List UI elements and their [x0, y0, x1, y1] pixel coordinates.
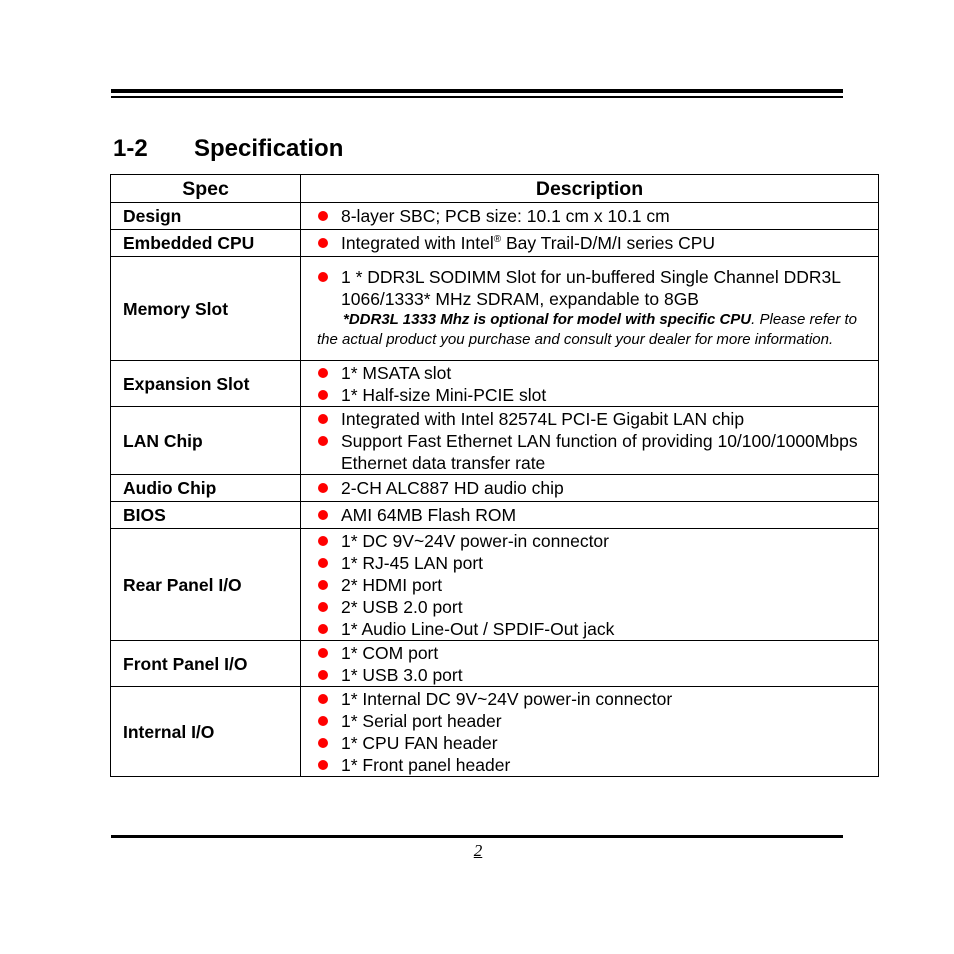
list-item: 2* USB 2.0 port: [301, 596, 878, 618]
table-row: [111, 687, 879, 777]
bullet-icon: [318, 414, 328, 424]
bullet-icon: [318, 624, 328, 634]
list-item: AMI 64MB Flash ROM: [301, 504, 878, 526]
spec-description: [301, 230, 879, 257]
header-rule-thin: [111, 96, 843, 98]
list-item: 1* CPU FAN header: [301, 732, 878, 754]
spec-description: [301, 361, 879, 407]
bullet-icon: [318, 602, 328, 612]
list-item: 2* HDMI port: [301, 574, 878, 596]
list-item: 1* Internal DC 9V~24V power-in connector: [301, 688, 878, 710]
table-row: [111, 203, 879, 230]
section-heading: [113, 133, 343, 165]
spec-name: Front Panel I/O: [111, 641, 301, 687]
list-item: 8-layer SBC; PCB size: 10.1 cm x 10.1 cm: [301, 205, 878, 227]
table-row: [111, 475, 879, 502]
bullet-icon: [318, 738, 328, 748]
footer-rule: [111, 835, 843, 838]
list-item: 1* Serial port header: [301, 710, 878, 732]
section-number: 1-2: [113, 135, 148, 162]
spec-name: Embedded CPU: [111, 230, 301, 257]
bullet-icon: [318, 648, 328, 658]
bullet-icon: [318, 436, 328, 446]
list-item: 1* USB 3.0 port: [301, 664, 878, 686]
page-number: 2: [473, 841, 483, 860]
table-row: [111, 257, 879, 361]
bullet-icon: [318, 760, 328, 770]
list-item: 1* Audio Line-Out / SPDIF-Out jack: [301, 618, 878, 640]
bullet-icon: [318, 558, 328, 568]
list-item: Integrated with Intel 82574L PCI-E Gigabit LAN chip: [301, 408, 878, 430]
table-row: [111, 641, 879, 687]
list-item: 1 * DDR3L SODIMM Slot for un-buffered Single Channel DDR3L 1066/1333* MHz SDRAM, expandable to 8GB: [301, 266, 878, 310]
bullet-icon: [318, 510, 328, 520]
spec-name: BIOS: [111, 502, 301, 529]
bullet-icon: [318, 694, 328, 704]
column-header-description: Description: [301, 175, 879, 203]
bullet-icon: [318, 272, 328, 282]
spec-description: [301, 257, 879, 361]
list-item: Integrated with Intel® Bay Trail-D/M/I series CPU: [301, 232, 878, 254]
table-row: [111, 529, 879, 641]
table-row: [111, 361, 879, 407]
list-item: 1* COM port: [301, 642, 878, 664]
table-header-row: [111, 175, 879, 203]
spec-description: [301, 641, 879, 687]
list-item: Support Fast Ethernet LAN function of providing 10/100/1000Mbps Ethernet data transfer rate: [301, 430, 878, 474]
list-item: 2-CH ALC887 HD audio chip: [301, 477, 878, 499]
list-item: 1* Half-size Mini-PCIE slot: [301, 384, 878, 406]
spec-name: Memory Slot: [111, 257, 301, 361]
section-title: Specification: [194, 135, 344, 162]
spec-description: [301, 203, 879, 230]
spec-description: [301, 502, 879, 529]
list-item: 1* Front panel header: [301, 754, 878, 776]
bullet-icon: [318, 211, 328, 221]
list-item: 1* DC 9V~24V power-in connector: [301, 530, 878, 552]
column-header-spec: Spec: [111, 175, 301, 203]
bullet-icon: [318, 670, 328, 680]
bullet-icon: [318, 390, 328, 400]
spec-name: Audio Chip: [111, 475, 301, 502]
list-item: 1* RJ-45 LAN port: [301, 552, 878, 574]
bullet-icon: [318, 483, 328, 493]
bullet-icon: [318, 536, 328, 546]
spec-description: [301, 529, 879, 641]
list-item: 1* MSATA slot: [301, 362, 878, 384]
spec-name: Rear Panel I/O: [111, 529, 301, 641]
bullet-icon: [318, 368, 328, 378]
table-row: [111, 502, 879, 529]
spec-description: [301, 407, 879, 475]
spec-name: Design: [111, 203, 301, 230]
spec-name: Expansion Slot: [111, 361, 301, 407]
spec-description: [301, 475, 879, 502]
bullet-icon: [318, 580, 328, 590]
spec-description: [301, 687, 879, 777]
spec-name: Internal I/O: [111, 687, 301, 777]
registered-mark: ®: [493, 234, 502, 246]
header-rule-thick: [111, 89, 843, 93]
table-row: [111, 230, 879, 257]
specification-table: [110, 174, 879, 777]
memory-note: *DDR3L 1333 Mhz is optional for model with specific CPU. Please refer to the actual product you purchase and consult your dealer for more information.: [317, 311, 858, 348]
spec-name: LAN Chip: [111, 407, 301, 475]
table-row: [111, 407, 879, 475]
bullet-icon: [318, 238, 328, 248]
bullet-icon: [318, 716, 328, 726]
